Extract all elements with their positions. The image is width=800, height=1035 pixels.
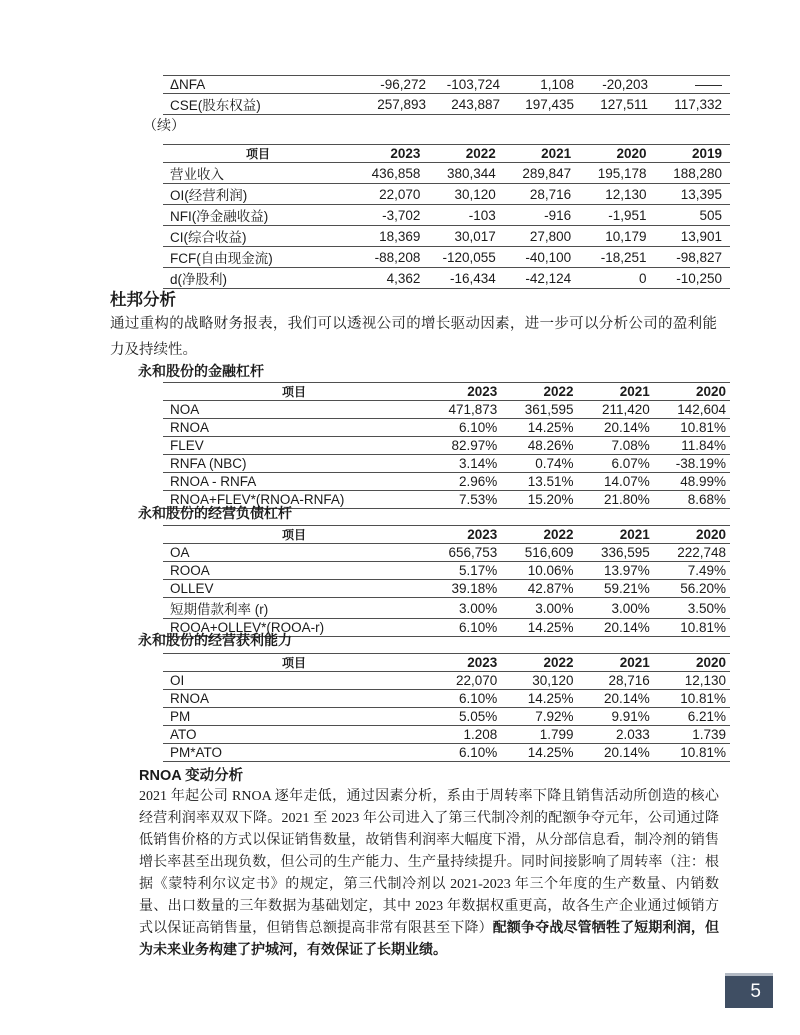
table-row [163, 205, 730, 226]
year-column-header: 2022 [543, 655, 574, 670]
financial-leverage-table [163, 382, 730, 509]
table-header-row [163, 654, 730, 672]
cell-value: 10.81% [680, 420, 726, 435]
year-column-header: 2023 [390, 146, 421, 161]
cell-value: 14.07% [603, 474, 650, 489]
cell-value: 30,017 [454, 228, 496, 244]
table-row [163, 473, 730, 491]
cell-value: -916 [544, 207, 572, 223]
item-column-header: 项目 [281, 656, 306, 670]
row-label: ΔNFA [170, 77, 206, 92]
row-label: 营业收入 [170, 167, 224, 182]
cell-value: 188,280 [673, 165, 722, 181]
table-header-row [163, 145, 730, 163]
cell-value: 211,420 [601, 402, 650, 417]
cell-value: 6.10% [458, 745, 498, 760]
table-row [163, 419, 730, 437]
cell-value: 436,858 [371, 165, 421, 181]
row-label: PM*ATO [170, 745, 223, 760]
cell-value: -1,951 [608, 207, 647, 223]
cell-value: 6.10% [458, 420, 498, 435]
row-label: OA [170, 545, 190, 560]
row-label: RNOA+FLEV*(RNOA-RNFA) [170, 492, 345, 507]
cell-value: 6.10% [458, 620, 498, 635]
cell-value: 27,800 [529, 228, 572, 244]
cell-value: 7.92% [535, 709, 574, 724]
cell-value: 20.14% [603, 691, 650, 706]
cell-value: 10.06% [527, 563, 574, 578]
year-column-header: 2020 [695, 527, 726, 542]
year-column-header: 2022 [543, 384, 574, 399]
reformulated-income-table [163, 144, 730, 289]
table-row [163, 401, 730, 419]
row-label: OI(经营利润) [170, 188, 248, 203]
operating-profitability-title: 永和股份的经营获利能力 [138, 632, 292, 648]
cell-value: 6.21% [687, 709, 726, 724]
cell-value: 3.00% [458, 600, 498, 616]
cell-value: -98,827 [676, 249, 722, 265]
operating-liability-leverage-table [163, 525, 730, 637]
cell-value: 516,609 [524, 545, 574, 560]
row-label: RNOA - RNFA [170, 474, 257, 489]
cell-value: 10.81% [680, 691, 726, 706]
dupont-analysis-heading: 杜邦分析 [110, 291, 176, 309]
cell-value: 505 [699, 207, 722, 223]
cell-value: 5.05% [458, 709, 498, 724]
cell-value: -103 [468, 207, 496, 223]
item-column-header: 项目 [245, 147, 270, 161]
cell-value: 20.14% [603, 745, 650, 760]
cell-value: -38.19% [675, 456, 726, 471]
cell-value: 7.08% [611, 438, 650, 453]
year-column-header: 2020 [695, 384, 726, 399]
cell-value: 361,595 [524, 402, 574, 417]
row-label: ATO [170, 727, 197, 742]
cell-value: 56.20% [680, 581, 726, 596]
cell-value: 656,753 [448, 545, 498, 560]
cell-value: 1,108 [540, 77, 574, 92]
rnoa-analysis-bold-conclusion: 配额争夺战尽管牺牲了短期利润，但为未来业务构建了护城河，有效保证了长期业绩。 [139, 921, 719, 958]
cell-value: 48.26% [527, 438, 574, 453]
cell-value: -42,124 [525, 270, 572, 286]
table-row [163, 562, 730, 580]
cell-value: 4,362 [386, 270, 421, 286]
table-row [163, 672, 730, 690]
row-label: CSE(股东权益) [170, 98, 261, 113]
table-row [163, 580, 730, 598]
cell-value: -96,272 [380, 77, 426, 92]
row-label: PM [170, 709, 191, 724]
cell-value: 127,511 [600, 96, 648, 112]
cell-value: 3.00% [535, 600, 574, 616]
cell-value: 1.799 [539, 727, 574, 742]
cell-value: 7.49% [687, 563, 726, 578]
row-label: ROOA+OLLEV*(ROOA-r) [170, 620, 325, 635]
cell-value: 10,179 [605, 228, 647, 244]
cell-value: 28,716 [529, 186, 572, 202]
table-row [163, 544, 730, 562]
rnoa-change-analysis-heading: RNOA 变动分析 [139, 768, 244, 784]
cell-value: 1.208 [463, 727, 498, 742]
page-number: 5 [750, 981, 761, 1002]
cell-value: 13.97% [603, 563, 650, 578]
page-number-badge [725, 973, 773, 1008]
financial-leverage-title: 永和股份的金融杠杆 [138, 363, 264, 379]
cell-value: 257,893 [377, 96, 426, 112]
year-column-header: 2021 [619, 527, 650, 542]
cell-value: 13,395 [680, 186, 722, 202]
year-column-header: 2021 [619, 655, 650, 670]
cell-value: —— [695, 77, 722, 92]
row-label: RNFA (NBC) [170, 456, 247, 471]
rnoa-analysis-body-text: 2021 年起公司 RNOA 逐年走低，通过因素分析，系由于周转率下降且销售活动所创造的核心经营利润率双双下降。2021 至 2023 年公司进入了第三代制冷剂的配额争夺元年，公司通过降低销售价格的方式以保证销售数量，故销售利润率大幅度下滑，从分部信息看，制冷剂的销售增长率甚至出现负数，但公司的生产能力、生产量持续提升。同时间接影响了周转率（注：根据《蒙特利尔议定书》的规定，第三代制冷剂以 2021-2023 年三个年度的生产数量、内销数量、出口数量的三年数据为基础划定，其中 2023 年数据权重更高，故各生产企业通过倾销方式以保证高销售量，但销售总额提高非常有限甚至下降） [139, 789, 719, 936]
cell-value: -40,100 [525, 249, 572, 265]
table-header-row [163, 383, 730, 401]
cell-value: -3,702 [382, 207, 421, 223]
table-row [163, 247, 730, 268]
table-row [163, 163, 730, 184]
table-row [163, 744, 730, 762]
cell-value: 14.25% [527, 420, 574, 435]
row-label: FCF(自由现金流) [170, 251, 273, 266]
cell-value: 82.97% [451, 438, 498, 453]
cell-value: -20,203 [602, 77, 648, 92]
cell-value: 14.25% [527, 691, 574, 706]
table-row [163, 726, 730, 744]
cell-value: 3.00% [611, 600, 650, 616]
table-row [163, 94, 730, 115]
cell-value: 22,070 [379, 186, 421, 202]
item-column-header: 项目 [281, 385, 306, 399]
cell-value: 20.14% [603, 420, 650, 435]
cell-value: 336,595 [600, 545, 650, 560]
year-column-header: 2022 [465, 146, 496, 161]
cell-value: 10.81% [680, 620, 726, 635]
year-column-header: 2022 [543, 527, 574, 542]
year-column-header: 2023 [467, 655, 498, 670]
cell-value: 13.51% [527, 474, 574, 489]
cell-value: 59.21% [603, 581, 650, 596]
cell-value: -10,250 [676, 270, 722, 286]
cell-value: 28,716 [608, 673, 650, 688]
cell-value: 30,120 [454, 186, 496, 202]
operating-liability-leverage-title: 永和股份的经营负债杠杆 [138, 505, 292, 521]
row-label: NOA [170, 402, 200, 417]
cell-value: 21.80% [603, 492, 650, 507]
table-row [163, 690, 730, 708]
cell-value: 197,435 [525, 96, 574, 112]
cell-value: 471,873 [448, 402, 498, 417]
year-column-header: 2021 [541, 146, 572, 161]
cell-value: 1.739 [692, 727, 726, 742]
row-label: NFI(净金融收益) [170, 209, 269, 224]
cell-value: 222,748 [677, 545, 726, 560]
cell-value: 30,120 [532, 673, 574, 688]
cell-value: 6.07% [611, 456, 650, 471]
cell-value: 142,604 [677, 402, 726, 417]
cell-value: 14.25% [527, 620, 574, 635]
cell-value: 380,344 [446, 165, 496, 181]
row-label: RNOA [170, 691, 210, 706]
cell-value: 243,887 [451, 96, 500, 112]
cell-value: -18,251 [600, 249, 647, 265]
year-column-header: 2021 [619, 384, 650, 399]
row-label: d(净股利) [170, 272, 227, 287]
cell-value: 12,130 [605, 186, 647, 202]
row-label: CI(综合收益) [170, 230, 247, 245]
table-header-row [163, 526, 730, 544]
cell-value: 2.96% [458, 474, 498, 489]
cell-value: 117,332 [674, 96, 722, 112]
year-column-header: 2023 [467, 384, 498, 399]
cell-value: 3.50% [687, 600, 726, 616]
cell-value: -120,055 [442, 249, 496, 265]
cell-value: 20.14% [603, 620, 650, 635]
cell-value: 12,130 [684, 673, 726, 688]
cell-value: 9.91% [611, 709, 650, 724]
cell-value: 42.87% [527, 581, 574, 596]
cell-value: 5.17% [458, 563, 498, 578]
cell-value: 22,070 [455, 673, 498, 688]
cell-value: -16,434 [449, 270, 496, 286]
cell-value: 0.74% [535, 456, 574, 471]
table-row [163, 268, 730, 289]
cell-value: 48.99% [680, 474, 726, 489]
row-label: OLLEV [170, 581, 214, 596]
cse-continuation-table [163, 75, 730, 115]
cell-value: 10.81% [680, 745, 726, 760]
table-row [163, 598, 730, 619]
year-column-header: 2020 [695, 655, 726, 670]
item-column-header: 项目 [281, 528, 306, 542]
cell-value: 13,901 [680, 228, 722, 244]
continued-marker: （续） [143, 119, 185, 134]
cell-value: 7.53% [458, 492, 498, 507]
year-column-header: 2019 [691, 146, 722, 161]
row-label: 短期借款利率 (r) [170, 602, 269, 617]
cell-value: -103,724 [446, 77, 500, 92]
table-row [163, 708, 730, 726]
table-row [163, 76, 730, 94]
cell-value: -88,208 [374, 249, 421, 265]
cell-value: 195,178 [597, 165, 647, 181]
row-label: FLEV [170, 438, 204, 453]
table-row [163, 226, 730, 247]
operating-profitability-table [163, 653, 730, 762]
cell-value: 2.033 [615, 727, 650, 742]
cell-value: 14.25% [527, 745, 574, 760]
table-row [163, 184, 730, 205]
year-column-header: 2023 [467, 527, 498, 542]
row-label: OI [170, 673, 185, 688]
cell-value: 6.10% [458, 691, 498, 706]
row-label: RNOA [170, 420, 210, 435]
cell-value: 0 [639, 270, 647, 286]
cell-value: 8.68% [687, 492, 726, 507]
year-column-header: 2020 [616, 146, 647, 161]
cell-value: 15.20% [527, 492, 574, 507]
rnoa-analysis-paragraph [139, 786, 719, 962]
dupont-intro-paragraph: 通过重构的战略财务报表，我们可以透视公司的增长驱动因素，进一步可以分析公司的盈利能力及持续性。 [110, 316, 717, 358]
cell-value: 3.14% [458, 456, 498, 471]
cell-value: 11.84% [681, 438, 726, 453]
row-label: ROOA [170, 563, 210, 578]
table-row [163, 455, 730, 473]
cell-value: 289,847 [522, 165, 572, 181]
table-row [163, 437, 730, 455]
cell-value: 18,369 [379, 228, 421, 244]
cell-value: 39.18% [451, 581, 498, 596]
